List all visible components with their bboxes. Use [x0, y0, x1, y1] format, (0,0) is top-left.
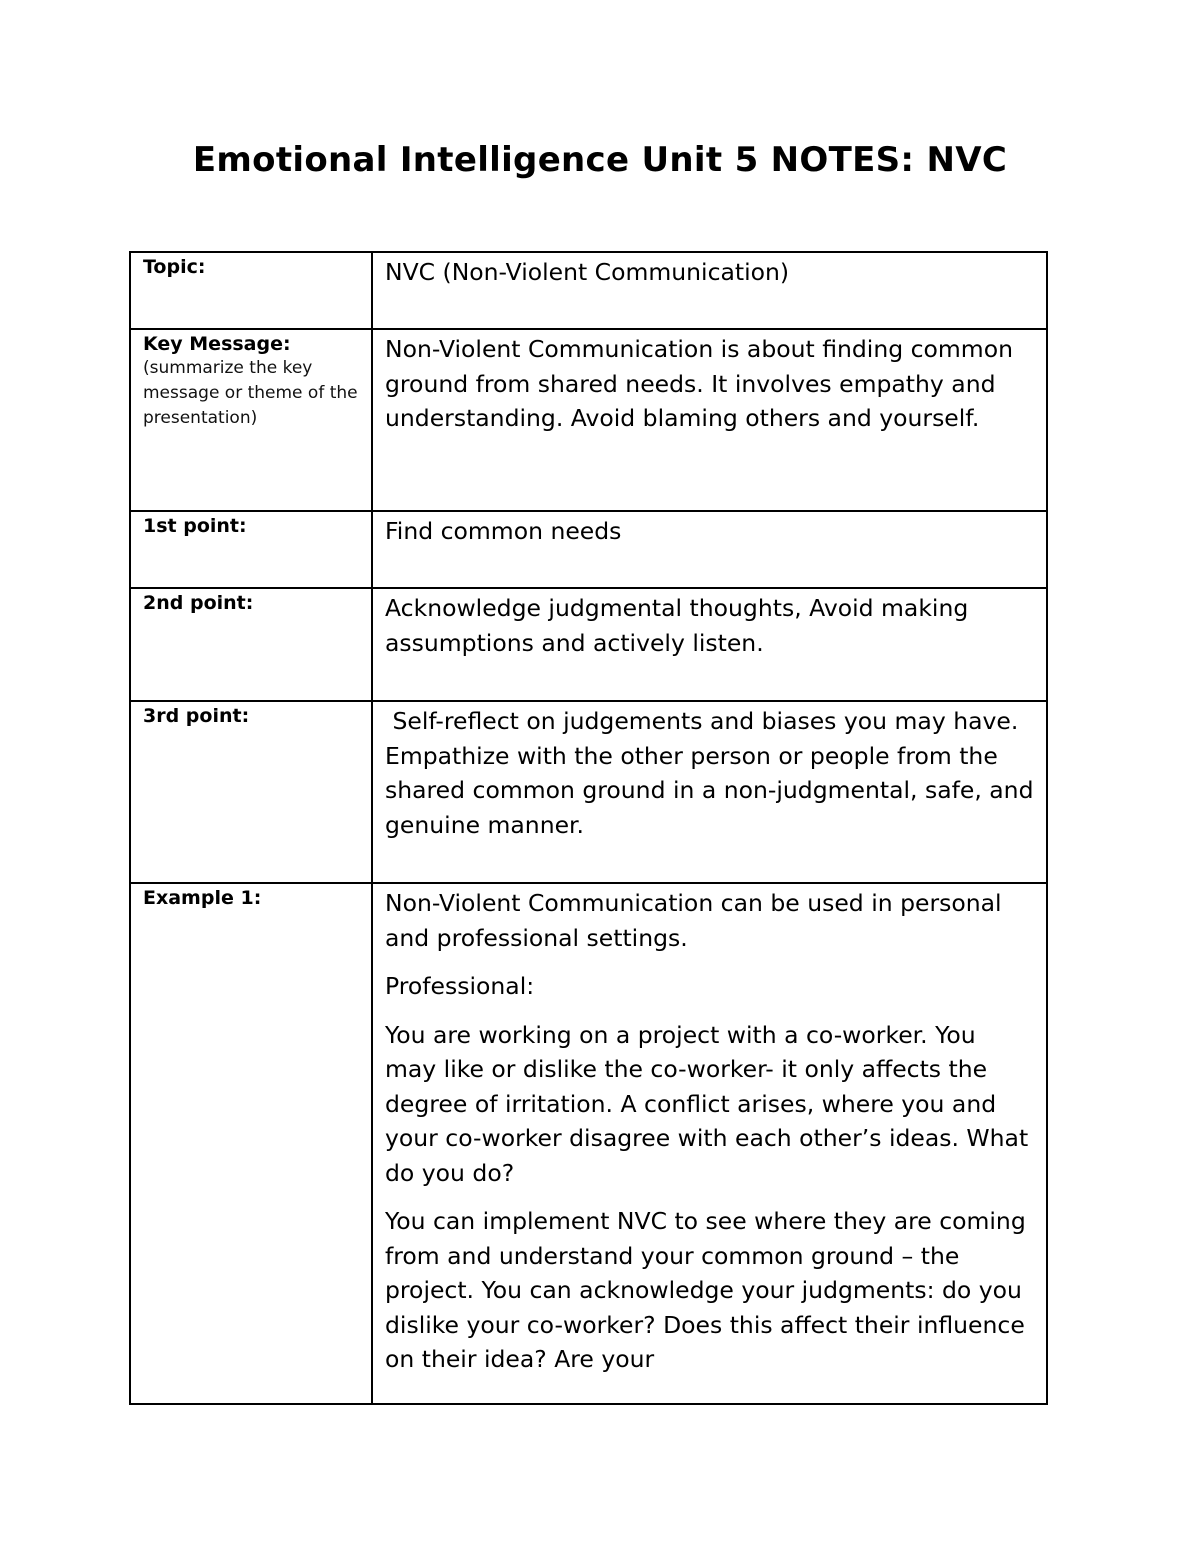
row-label-cell: [130, 588, 372, 701]
row-content: Non-Violent Communication is about finding common ground from shared needs. It involves empathy and understanding. Avoid blaming others and yourself.: [385, 335, 1013, 432]
row-content: Self-reflect on judgements and biases you may have. Empathize with the other person or people from the shared common ground in a non-judgmental, safe, and genuine manner.: [385, 707, 1041, 839]
row-label: Topic:: [143, 256, 206, 278]
table-row-2nd-point: [130, 588, 1047, 701]
row-label: 2nd point:: [143, 592, 254, 614]
table-row-1st-point: [130, 511, 1047, 588]
table-row-topic: [130, 252, 1047, 329]
row-content: NVC (Non-Violent Communication): [385, 258, 790, 286]
example-paragraph: You can implement NVC to see where they are coming from and understand your common ground – the project. You can acknowledge your judgments: do you dislike your co-worker? Does this affect their influence on their idea? Are your: [385, 1207, 1026, 1373]
row-content-cell: [372, 252, 1047, 329]
row-label-cell: [130, 329, 372, 511]
row-content-cell: [372, 329, 1047, 511]
table-row-key-message: [130, 329, 1047, 511]
row-label-cell: [130, 883, 372, 1404]
example-paragraph: Non-Violent Communication can be used in personal and professional settings.: [385, 889, 1002, 952]
row-sublabel: (summarize the key message or theme of the presentation): [143, 358, 358, 428]
document-title: Emotional Intelligence Unit 5 NOTES: NVC: [192, 140, 1008, 180]
example-paragraph: You are working on a project with a co-worker. You may like or dislike the co-worker- it only affects the degree of irritation. A conflict arises, where you and your co-worker disagree with each other’s ideas. What do you do?: [385, 1020, 1029, 1187]
row-label-cell: [130, 511, 372, 588]
row-content-cell: [372, 511, 1047, 588]
row-label: 3rd point:: [143, 705, 250, 727]
row-content: Find common needs: [385, 517, 622, 545]
row-label: Key Message:: [143, 333, 291, 355]
row-label: 1st point:: [143, 515, 247, 537]
row-label-cell: [130, 252, 372, 329]
row-label: Example 1:: [143, 887, 262, 909]
row-content-cell: [372, 588, 1047, 701]
row-label-cell: [130, 701, 372, 883]
row-content-cell: [372, 883, 1047, 1404]
table-row-3rd-point: [130, 701, 1047, 883]
notes-table: [129, 251, 1048, 1405]
example-paragraph: Professional:: [385, 972, 535, 1000]
row-content-cell: [372, 701, 1047, 883]
table-row-example-1: [130, 883, 1047, 1404]
row-content: Acknowledge judgmental thoughts, Avoid making assumptions and actively listen.: [385, 594, 969, 657]
